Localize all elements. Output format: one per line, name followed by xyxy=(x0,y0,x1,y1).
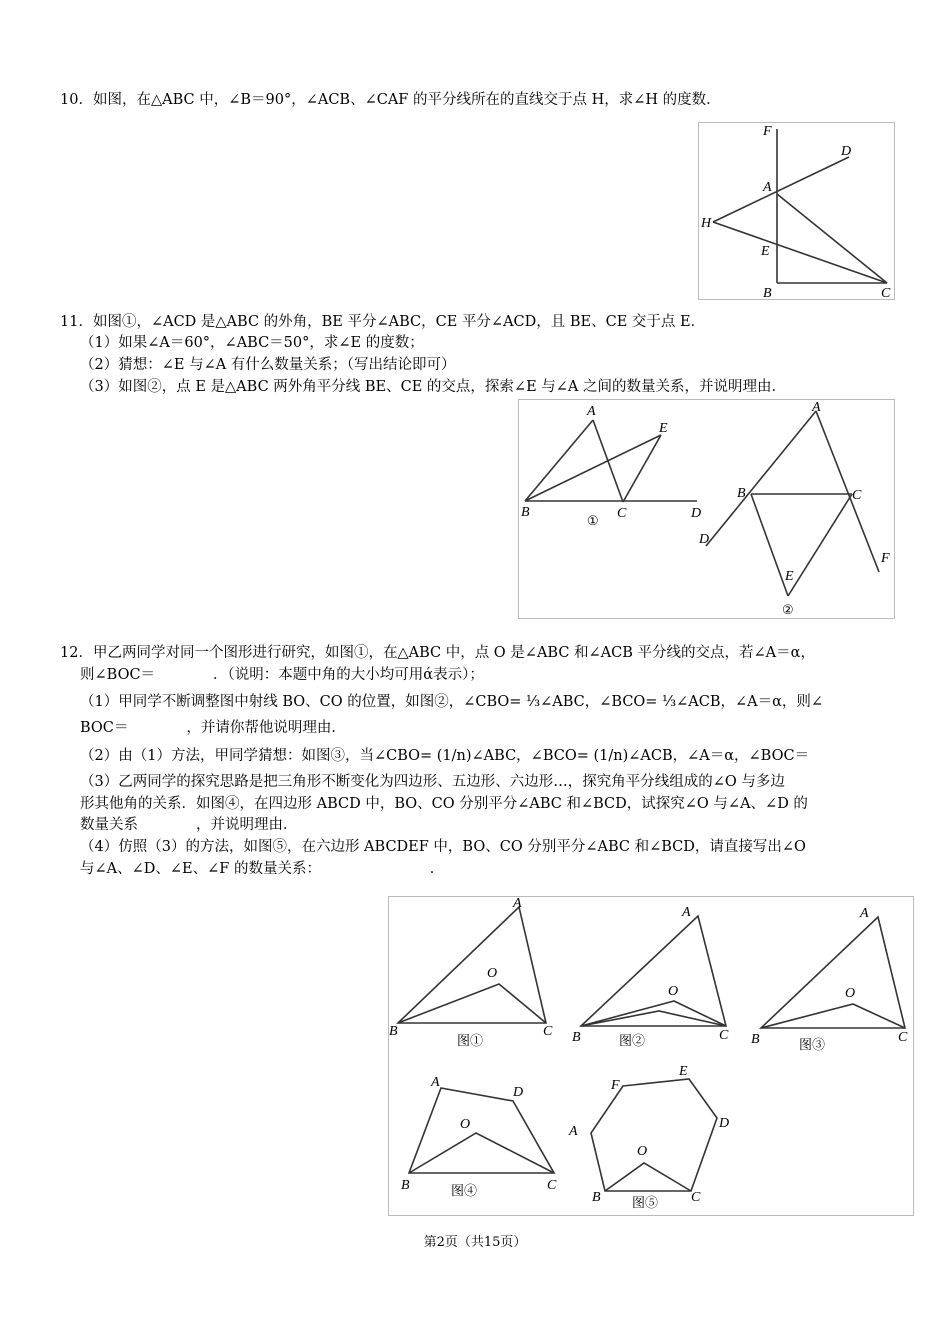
label-C: C xyxy=(543,1024,553,1039)
label-C: C xyxy=(898,1030,908,1045)
label-F: F xyxy=(763,124,772,139)
line-HC xyxy=(713,222,887,283)
label-C: C xyxy=(852,488,862,503)
q12-figure xyxy=(388,896,914,1216)
q12-line7: 形其他角的关系．如图④，在四边形 ABCD 中，BO、CO 分别平分∠ABC 和∠BCD，试探究∠O 与∠A、∠D 的 xyxy=(80,796,808,812)
q11-diagram xyxy=(519,400,894,618)
q12-line3: （1）甲同学不断调整图中射线 BO、CO 的位置，如图②，∠CBO= ⅓∠ABC，∠BCO= ⅓∠ACB，∠A＝α，则∠ xyxy=(80,694,824,710)
label-A: A xyxy=(513,897,522,911)
line-BE xyxy=(751,494,788,596)
label-B: B xyxy=(592,1190,601,1205)
q12-diagram xyxy=(389,897,913,1215)
triangle-3 xyxy=(761,917,905,1028)
line-AF xyxy=(816,411,879,572)
q10-diagram xyxy=(699,123,894,299)
figure-caption-2: 图② xyxy=(619,1033,646,1048)
q12-line6: （3）乙两同学的探究思路是把三角形不断变化为四边形、五边形、六边形…，探究角平分线组成的∠O 与多边 xyxy=(80,774,785,790)
label-O: O xyxy=(845,986,856,1001)
label-C: C xyxy=(691,1190,701,1205)
label-E: E xyxy=(761,244,770,259)
label-O: O xyxy=(668,984,679,999)
label-B: B xyxy=(737,486,746,501)
label-F: F xyxy=(611,1078,620,1093)
q12-line2: 则∠BOC＝ ．（说明：本题中角的大小均可用ά表示）； xyxy=(80,667,484,683)
q11-figure xyxy=(518,399,895,619)
label-C: C xyxy=(617,506,627,521)
line-BA xyxy=(525,420,593,501)
label-F: F xyxy=(881,551,890,566)
q12-line1: 12．甲乙两同学对同一个图形进行研究，如图①，在△ABC 中，点 O 是∠ABC 和∠ACB 平分线的交点，若∠A＝α， xyxy=(60,645,815,661)
label-A: A xyxy=(569,1124,578,1139)
label-E: E xyxy=(679,1064,688,1079)
line-BE xyxy=(525,435,661,501)
label-B: B xyxy=(521,505,530,520)
label-A: A xyxy=(860,906,869,921)
figure-caption-3: 图③ xyxy=(799,1037,826,1052)
triangle-2 xyxy=(581,916,726,1026)
label-A: A xyxy=(431,1075,440,1090)
label-C: C xyxy=(881,286,891,299)
figure-caption-1: ① xyxy=(587,513,599,528)
label-B: B xyxy=(572,1030,581,1045)
label-D: D xyxy=(841,144,852,159)
label-B: B xyxy=(751,1032,760,1047)
q10-figure xyxy=(698,122,895,300)
label-C: C xyxy=(719,1028,729,1043)
label-A: A xyxy=(682,905,691,920)
figure-caption-1: 图① xyxy=(457,1033,484,1048)
hexagon-5 xyxy=(591,1079,717,1191)
figure-caption-4: 图④ xyxy=(451,1183,478,1198)
line-AD xyxy=(706,411,816,546)
label-D: D xyxy=(719,1116,730,1131)
q12-line4: BOC＝ ，并请你帮他说明理由． xyxy=(80,720,346,736)
q12-line9: （4）仿照（3）的方法，如图⑤，在六边形 ABCDEF 中，BO、CO 分别平分∠ABC 和∠BCD，请直接写出∠O xyxy=(80,839,806,855)
line-CE xyxy=(788,494,852,596)
label-D: D xyxy=(699,532,710,547)
label-E: E xyxy=(659,421,668,436)
label-A: A xyxy=(812,400,821,415)
label-D: D xyxy=(513,1085,524,1100)
q11-part2: （2）猜想：∠E 与∠A 有什么数量关系；（写出结论即可） xyxy=(80,357,456,373)
label-A: A xyxy=(763,180,772,195)
label-A: A xyxy=(587,404,596,419)
figure-caption-5: 图⑤ xyxy=(632,1195,659,1210)
label-B: B xyxy=(389,1024,398,1039)
label-B: B xyxy=(401,1178,410,1193)
label-O: O xyxy=(460,1117,471,1132)
q11-text: 11．如图①，∠ACD 是△ABC 的外角，BE 平分∠ABC，CE 平分∠ACD，且 BE、CE 交于点 E． xyxy=(60,314,706,330)
bisectors-4 xyxy=(409,1133,554,1173)
label-O: O xyxy=(637,1144,648,1159)
q10-text: 10．如图，在△ABC 中，∠B＝90°，∠ACB、∠CAF 的平分线所在的直线交于点 H，求∠H 的度数． xyxy=(60,92,721,108)
bisectors-1 xyxy=(398,984,546,1023)
line-HD xyxy=(713,157,849,222)
label-H: H xyxy=(701,216,712,231)
q11-part1: （1）如果∠A＝60°，∠ABC＝50°，求∠E 的度数； xyxy=(80,335,424,351)
label-D: D xyxy=(691,506,702,521)
line-AC xyxy=(777,194,887,283)
label-O: O xyxy=(487,966,498,981)
q12-line5: （2）由（1）方法，甲同学猜想：如图③，当∠CBO= (1/n)∠ABC，∠BCO= (1/n)∠ACB，∠A＝α，∠BOC＝ xyxy=(80,748,810,764)
figure-caption-2: ② xyxy=(782,602,794,617)
trisectors-2 xyxy=(581,1011,726,1026)
bisectors-5 xyxy=(605,1163,691,1191)
label-E: E xyxy=(785,569,794,584)
label-C: C xyxy=(547,1178,557,1193)
q12-line8: 数量关系 ，并说明理由． xyxy=(80,817,298,833)
label-B: B xyxy=(763,286,772,299)
q12-line10: 与∠A、∠D、∠E、∠F 的数量关系： ． xyxy=(80,861,445,877)
page-footer: 第2页（共15页） xyxy=(423,1235,527,1250)
q11-part3: （3）如图②，点 E 是△ABC 两外角平分线 BE、CE 的交点，探索∠E 与∠A 之间的数量关系，并说明理由． xyxy=(80,379,786,395)
